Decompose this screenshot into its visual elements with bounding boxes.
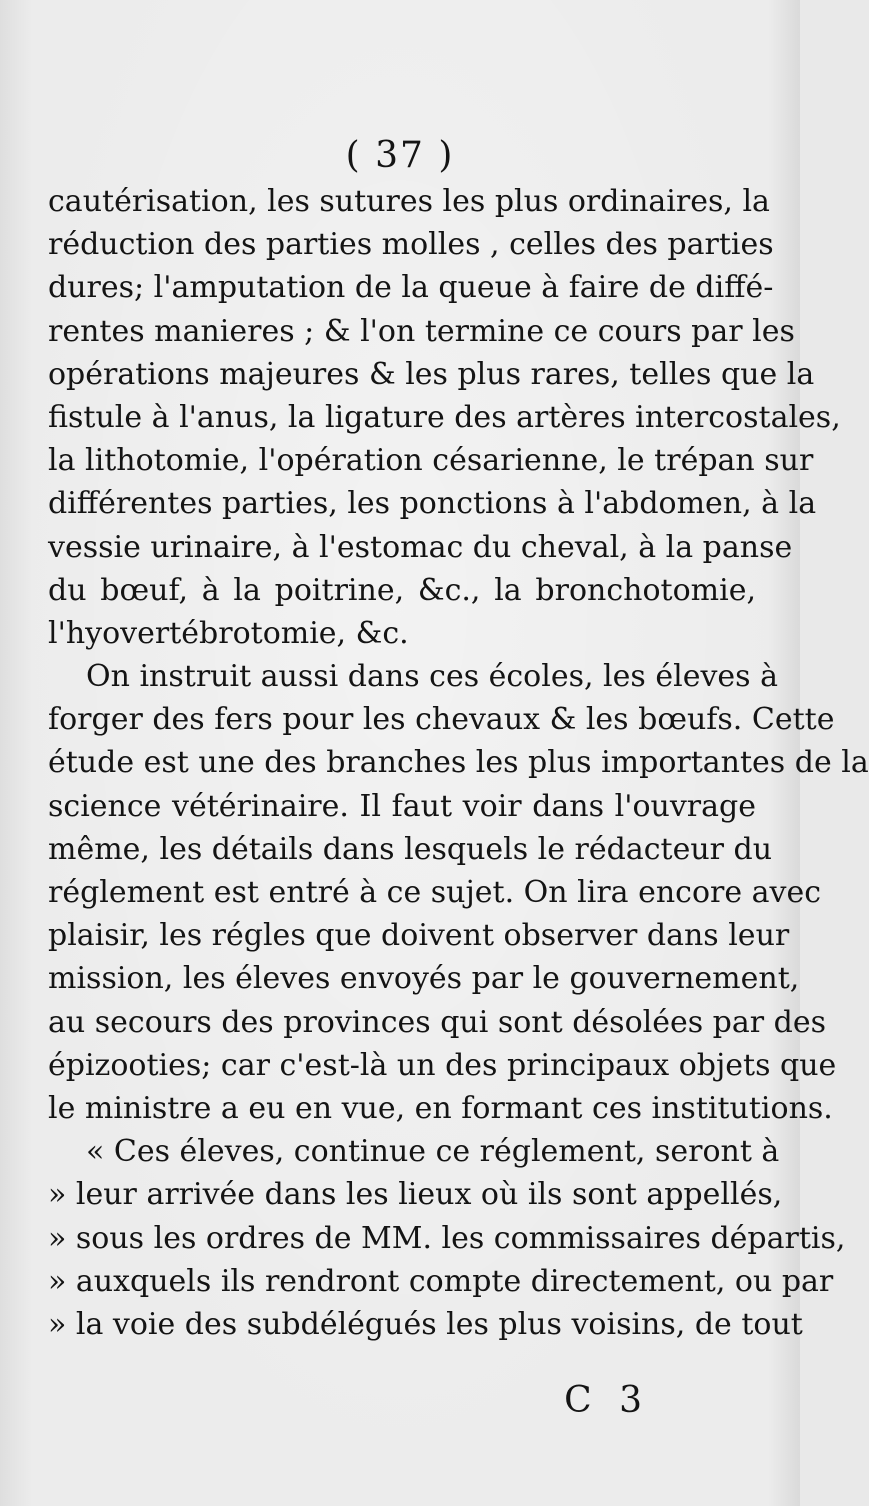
- text-line: plaisir, les régles que doivent observer dans leur: [48, 918, 790, 954]
- text-line: » leur arrivée dans les lieux où ils sont appellés,: [48, 1177, 783, 1213]
- text-line: du bœuf, à la poitrine, &c., la bronchotomie,: [48, 572, 756, 608]
- text-line: mission, les éleves envoyés par le gouvernement,: [48, 961, 800, 997]
- text-line: différentes parties, les ponctions à l'abdomen, à la: [48, 486, 817, 522]
- text-line: science vétérinaire. Il faut voir dans l'ouvrage: [48, 788, 756, 824]
- page-number: ( 37 ): [345, 135, 455, 176]
- text-line: la lithotomie, l'opération césarienne, le trépan sur: [48, 443, 814, 479]
- text-line: réglement est entré à ce sujet. On lira encore avec: [48, 875, 822, 910]
- text-line: dures; l'amputation de la queue à faire de diffé-: [48, 270, 774, 306]
- text-line: le ministre a eu en vue, en formant ces institutions.: [48, 1090, 833, 1126]
- text-line: réduction des parties molles , celles des parties: [48, 227, 774, 263]
- text-line: « Ces éleves, continue ce réglement, seront à: [86, 1134, 780, 1170]
- body-text: [48, 180, 869, 1346]
- text-line: » sous les ordres de MM. les commissaires départis,: [48, 1220, 846, 1256]
- text-line: épizooties; car c'est-là un des principaux objets que: [48, 1047, 837, 1083]
- text-line: fistule à l'anus, la ligature des artères intercostales,: [48, 399, 841, 435]
- text-line: l'hyovertébrotomie, &c.: [48, 615, 409, 651]
- text-line: cautérisation, les sutures les plus ordinaires, la: [48, 184, 770, 219]
- text-line: rentes manieres ; & l'on termine ce cours par les: [48, 313, 795, 349]
- text-line: » la voie des subdélégués les plus voisins, de tout: [48, 1306, 803, 1342]
- text-line: On instruit aussi dans ces écoles, les éleves à: [86, 659, 778, 695]
- text-line: au secours des provinces qui sont désolées par des: [48, 1004, 826, 1040]
- text-line: même, les détails dans lesquels le rédacteur du: [48, 831, 773, 867]
- signature-mark: C 3: [564, 1380, 650, 1421]
- text-line: opérations majeures & les plus rares, telles que la: [48, 356, 815, 392]
- text-line: vessie urinaire, à l'estomac du cheval, à la panse: [48, 529, 793, 565]
- text-line: étude est une des branches les plus importantes de la: [48, 745, 869, 781]
- text-line: » auxquels ils rendront compte directement, ou par: [48, 1263, 834, 1299]
- text-line: forger des fers pour les chevaux & les bœufs. Cette: [48, 702, 835, 738]
